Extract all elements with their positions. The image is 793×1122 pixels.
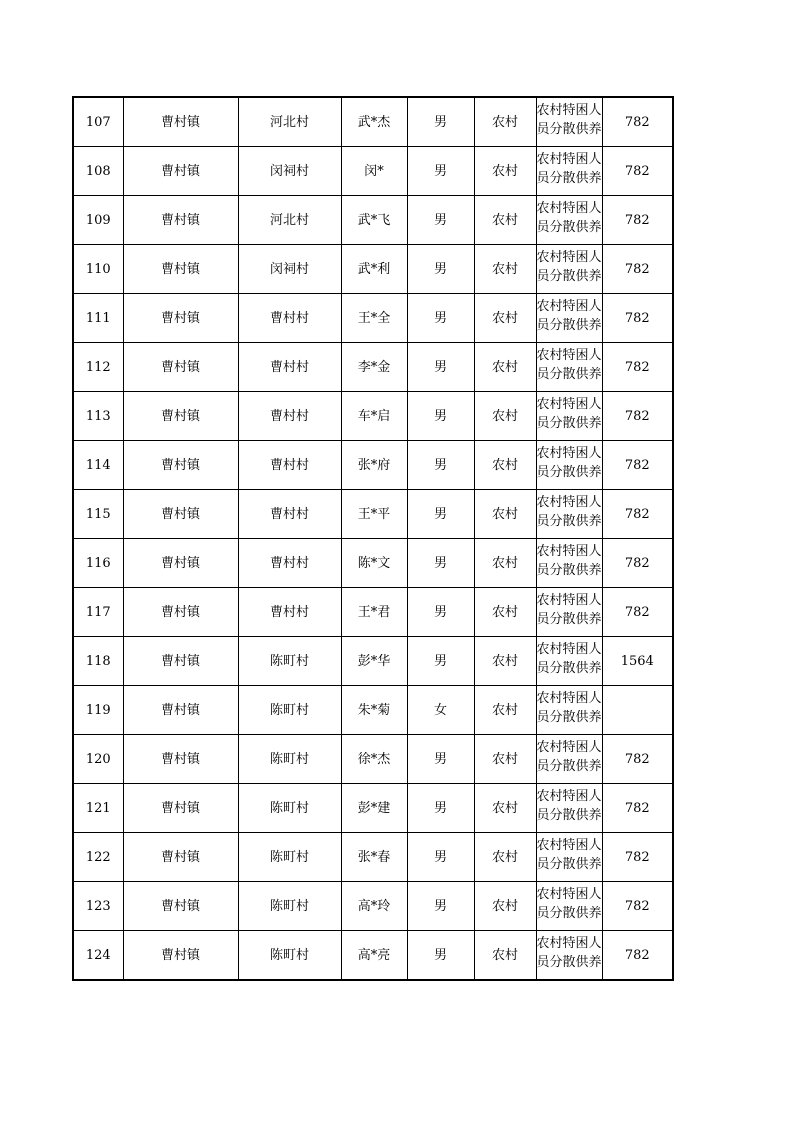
category-text: 农村特困人员分散供养 [536, 200, 602, 235]
table-row [73, 441, 673, 490]
cell-category [536, 539, 602, 588]
cell-gender: 男 [407, 882, 474, 931]
cell-no: 117 [73, 588, 123, 637]
cell-village: 陈町村 [238, 637, 341, 686]
cell-gender: 男 [407, 539, 474, 588]
cell-village: 陈町村 [238, 735, 341, 784]
cell-amount: 782 [602, 490, 673, 539]
cell-name: 张*春 [341, 833, 407, 882]
cell-name: 李*金 [341, 343, 407, 392]
table-row [73, 882, 673, 931]
cell-name: 陈*文 [341, 539, 407, 588]
cell-gender: 男 [407, 196, 474, 245]
cell-name: 武*利 [341, 245, 407, 294]
table-row [73, 196, 673, 245]
cell-no: 115 [73, 490, 123, 539]
cell-no: 116 [73, 539, 123, 588]
cell-residence: 农村 [474, 97, 536, 147]
cell-category [536, 637, 602, 686]
cell-village: 陈町村 [238, 833, 341, 882]
cell-town: 曹村镇 [123, 441, 238, 490]
cell-gender: 男 [407, 735, 474, 784]
cell-name: 徐*杰 [341, 735, 407, 784]
category-text: 农村特困人员分散供养 [536, 494, 602, 529]
cell-amount: 782 [602, 735, 673, 784]
cell-residence: 农村 [474, 637, 536, 686]
cell-amount: 782 [602, 784, 673, 833]
cell-residence: 农村 [474, 147, 536, 196]
category-text: 农村特困人员分散供养 [536, 935, 602, 970]
cell-amount: 782 [602, 196, 673, 245]
table-row [73, 392, 673, 441]
cell-no: 120 [73, 735, 123, 784]
cell-village: 曹村村 [238, 539, 341, 588]
cell-name: 闵* [341, 147, 407, 196]
cell-name: 武*飞 [341, 196, 407, 245]
cell-town: 曹村镇 [123, 637, 238, 686]
cell-amount: 782 [602, 294, 673, 343]
cell-gender: 男 [407, 490, 474, 539]
cell-gender: 男 [407, 147, 474, 196]
cell-amount: 782 [602, 833, 673, 882]
cell-no: 109 [73, 196, 123, 245]
category-text: 农村特困人员分散供养 [536, 788, 602, 823]
cell-amount: 782 [602, 882, 673, 931]
cell-residence: 农村 [474, 833, 536, 882]
cell-gender: 男 [407, 784, 474, 833]
cell-name: 王*全 [341, 294, 407, 343]
table-row [73, 245, 673, 294]
cell-category [536, 343, 602, 392]
cell-residence: 农村 [474, 735, 536, 784]
cell-town: 曹村镇 [123, 784, 238, 833]
table-row [73, 686, 673, 735]
cell-residence: 农村 [474, 588, 536, 637]
cell-no: 121 [73, 784, 123, 833]
cell-amount: 782 [602, 539, 673, 588]
table-row [73, 147, 673, 196]
cell-no: 118 [73, 637, 123, 686]
cell-amount: 782 [602, 343, 673, 392]
cell-residence: 农村 [474, 196, 536, 245]
cell-residence: 农村 [474, 294, 536, 343]
cell-no: 122 [73, 833, 123, 882]
cell-no: 124 [73, 931, 123, 981]
cell-category [536, 833, 602, 882]
cell-residence: 农村 [474, 490, 536, 539]
cell-town: 曹村镇 [123, 196, 238, 245]
cell-gender: 男 [407, 833, 474, 882]
cell-no: 119 [73, 686, 123, 735]
cell-gender: 男 [407, 588, 474, 637]
cell-town: 曹村镇 [123, 931, 238, 981]
cell-name: 高*亮 [341, 931, 407, 981]
cell-village: 曹村村 [238, 588, 341, 637]
cell-name: 张*府 [341, 441, 407, 490]
cell-name: 王*平 [341, 490, 407, 539]
cell-name: 彭*建 [341, 784, 407, 833]
cell-no: 111 [73, 294, 123, 343]
category-text: 农村特困人员分散供养 [536, 102, 602, 137]
cell-gender: 男 [407, 294, 474, 343]
cell-gender: 男 [407, 343, 474, 392]
cell-residence: 农村 [474, 784, 536, 833]
cell-residence: 农村 [474, 686, 536, 735]
cell-residence: 农村 [474, 392, 536, 441]
cell-category [536, 294, 602, 343]
cell-gender: 男 [407, 97, 474, 147]
cell-village: 曹村村 [238, 294, 341, 343]
cell-amount: 782 [602, 588, 673, 637]
cell-residence: 农村 [474, 343, 536, 392]
category-text: 农村特困人员分散供养 [536, 347, 602, 382]
cell-category [536, 196, 602, 245]
cell-residence: 农村 [474, 245, 536, 294]
category-text: 农村特困人员分散供养 [536, 396, 602, 431]
cell-town: 曹村镇 [123, 490, 238, 539]
cell-category [536, 392, 602, 441]
cell-town: 曹村镇 [123, 147, 238, 196]
category-text: 农村特困人员分散供养 [536, 151, 602, 186]
cell-no: 112 [73, 343, 123, 392]
category-text: 农村特困人员分散供养 [536, 249, 602, 284]
cell-town: 曹村镇 [123, 294, 238, 343]
cell-name: 武*杰 [341, 97, 407, 147]
cell-gender: 男 [407, 245, 474, 294]
table-row [73, 588, 673, 637]
category-text: 农村特困人员分散供养 [536, 690, 602, 725]
cell-category [536, 147, 602, 196]
cell-village: 曹村村 [238, 343, 341, 392]
cell-no: 123 [73, 882, 123, 931]
cell-amount [602, 686, 673, 735]
cell-amount: 782 [602, 392, 673, 441]
cell-town: 曹村镇 [123, 833, 238, 882]
table-row [73, 490, 673, 539]
cell-village: 曹村村 [238, 392, 341, 441]
cell-village: 河北村 [238, 97, 341, 147]
cell-village: 闵祠村 [238, 245, 341, 294]
cell-town: 曹村镇 [123, 97, 238, 147]
cell-category [536, 686, 602, 735]
cell-category [536, 784, 602, 833]
category-text: 农村特困人员分散供养 [536, 298, 602, 333]
table-row [73, 784, 673, 833]
cell-no: 114 [73, 441, 123, 490]
cell-town: 曹村镇 [123, 686, 238, 735]
cell-residence: 农村 [474, 931, 536, 981]
cell-village: 陈町村 [238, 931, 341, 981]
table-row [73, 294, 673, 343]
cell-town: 曹村镇 [123, 392, 238, 441]
category-text: 农村特困人员分散供养 [536, 543, 602, 578]
cell-town: 曹村镇 [123, 588, 238, 637]
cell-name: 车*启 [341, 392, 407, 441]
cell-no: 110 [73, 245, 123, 294]
cell-category [536, 588, 602, 637]
cell-category [536, 245, 602, 294]
cell-gender: 男 [407, 931, 474, 981]
cell-gender: 女 [407, 686, 474, 735]
cell-category [536, 490, 602, 539]
beneficiary-table [72, 96, 674, 981]
cell-village: 陈町村 [238, 784, 341, 833]
table-row [73, 539, 673, 588]
cell-gender: 男 [407, 637, 474, 686]
cell-no: 113 [73, 392, 123, 441]
table-row [73, 97, 673, 147]
cell-name: 高*玲 [341, 882, 407, 931]
table-row [73, 637, 673, 686]
category-text: 农村特困人员分散供养 [536, 445, 602, 480]
category-text: 农村特困人员分散供养 [536, 886, 602, 921]
table-row [73, 343, 673, 392]
cell-gender: 男 [407, 441, 474, 490]
cell-town: 曹村镇 [123, 245, 238, 294]
cell-amount: 782 [602, 931, 673, 981]
category-text: 农村特困人员分散供养 [536, 837, 602, 872]
category-text: 农村特困人员分散供养 [536, 592, 602, 627]
cell-no: 108 [73, 147, 123, 196]
cell-category [536, 97, 602, 147]
cell-name: 彭*华 [341, 637, 407, 686]
cell-town: 曹村镇 [123, 735, 238, 784]
category-text: 农村特困人员分散供养 [536, 641, 602, 676]
cell-town: 曹村镇 [123, 343, 238, 392]
table-body [73, 97, 673, 980]
category-text: 农村特困人员分散供养 [536, 739, 602, 774]
cell-category [536, 882, 602, 931]
cell-category [536, 441, 602, 490]
cell-village: 闵祠村 [238, 147, 341, 196]
table-row [73, 833, 673, 882]
table-row [73, 735, 673, 784]
cell-village: 陈町村 [238, 882, 341, 931]
cell-residence: 农村 [474, 882, 536, 931]
cell-no: 107 [73, 97, 123, 147]
cell-name: 朱*菊 [341, 686, 407, 735]
cell-village: 曹村村 [238, 490, 341, 539]
cell-village: 河北村 [238, 196, 341, 245]
cell-amount: 782 [602, 441, 673, 490]
cell-village: 陈町村 [238, 686, 341, 735]
cell-village: 曹村村 [238, 441, 341, 490]
cell-residence: 农村 [474, 539, 536, 588]
cell-amount: 782 [602, 147, 673, 196]
cell-category [536, 735, 602, 784]
cell-town: 曹村镇 [123, 539, 238, 588]
cell-amount: 782 [602, 245, 673, 294]
table-row [73, 931, 673, 981]
cell-category [536, 931, 602, 981]
cell-name: 王*君 [341, 588, 407, 637]
cell-town: 曹村镇 [123, 882, 238, 931]
cell-gender: 男 [407, 392, 474, 441]
cell-amount: 782 [602, 97, 673, 147]
cell-amount: 1564 [602, 637, 673, 686]
cell-residence: 农村 [474, 441, 536, 490]
